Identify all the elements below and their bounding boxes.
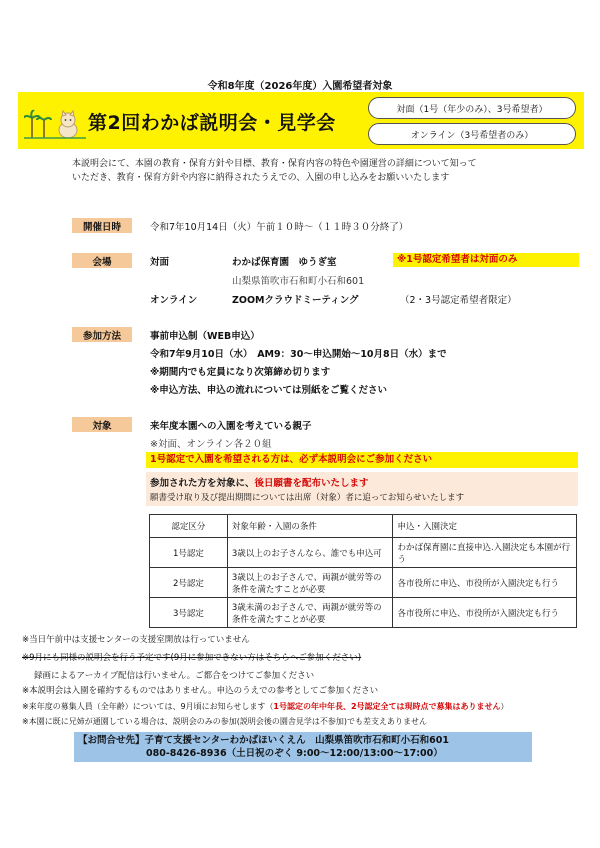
- table-header: 申込・入園決定: [393, 515, 577, 538]
- notice-text: 参加された方を対象に、: [150, 478, 255, 489]
- notice-emphasis: 後日願書を配布いたします: [254, 478, 369, 489]
- table-cell: 3歳以上のお子さんなら、誰でも申込可: [227, 538, 393, 568]
- table-header: 対象年齢・入園の条件: [227, 515, 393, 538]
- intro-text: [72, 157, 542, 185]
- contact-footer: [74, 732, 532, 762]
- online-note: （2・3号認定希望者限定）: [400, 295, 517, 306]
- method-line: 令和7年9月10日（水） AM9：30～申込開始～10月8日（水）まで: [150, 349, 447, 360]
- in-person-note: ※1号認定希望者は対面のみ: [393, 253, 579, 267]
- target-line: ※対面、オンライン各２０組: [150, 439, 272, 450]
- table-header-row: [150, 515, 577, 538]
- target-label: 対象: [72, 417, 132, 432]
- certification-table: [149, 514, 577, 628]
- target-highlight: 1号認定で入園を希望される方は、必ず本説明会にご参加ください: [146, 452, 578, 468]
- in-person-pill: 対面（1号（年少のみ）、3号希望者）: [368, 97, 576, 119]
- notice-text: 願書受け取り及び提出期間については出席（対象）者に追ってお知らせいたします: [150, 493, 465, 503]
- in-person-label: 対面: [150, 257, 170, 268]
- table-row: [150, 568, 577, 598]
- intro-line: いただき、教育・保育方針や内容に納得されたうえでの、入園の申し込みをお願いいたします: [72, 173, 450, 183]
- palm-tree-icon: [24, 111, 40, 138]
- mascot-illustration: [24, 108, 86, 140]
- table-cell: 3歳以上のお子さんで、両親が就労等の条件を満たすことが必要: [227, 568, 393, 598]
- date-label: 開催日時: [72, 218, 132, 233]
- target-line: 来年度本園への入園を考えている親子: [150, 421, 312, 432]
- page-title: 第2回わかば説明会・見学会: [88, 112, 336, 134]
- table-cell: 2号認定: [150, 568, 228, 598]
- note-emphasis: 1号認定の年中年長、2号認定全ては現時点で募集はありません: [273, 702, 501, 711]
- date-value: 令和7年10月14日（火）午前１０時～（１１時３０分終了）: [150, 222, 409, 233]
- palm-tree-icon: [37, 118, 51, 138]
- table-row: [150, 598, 577, 628]
- target-notice-box: [146, 472, 578, 506]
- note: 録画によるアーカイブ配信は行いません。ご都合をつけてご参加ください: [34, 671, 315, 681]
- in-person-place: わかば保育園 ゆうぎ室: [232, 257, 337, 268]
- note: ※本園に既に兄姉が通園している場合は、説明会のみの参加(説明会後の園舎見学は不参加)でも差支えありません: [22, 717, 427, 726]
- contact-line: 【お問合せ先】子育て支援センターわかばほいくえん 山梨県笛吹市石和町小石和601: [78, 735, 449, 746]
- note-text: ※来年度の募集人員（全年齢）については、9月頃にお知らせします（: [22, 702, 274, 711]
- contact-phone: 080-8426-8936（土日祝のぞく 9:00～12:00/13:00～17:00）: [146, 748, 443, 759]
- target-line: 令和8年度（2026年度）入園希望者対象: [207, 81, 393, 92]
- method-line: 事前申込制（WEB申込）: [150, 331, 260, 342]
- table-cell: 各市役所に申込、市役所が入園決定も行う: [393, 598, 577, 628]
- note-struck: ※9月にも同様の説明会を行う予定です(9月に参加できない方はそちらへご参加ください): [22, 653, 362, 663]
- table-header: 認定区分: [150, 515, 228, 538]
- note: ※本説明会は入園を確約するものではありません。申込のうえでの参考としてご参加ください: [22, 686, 379, 696]
- online-pill: オンライン（3号希望者のみ）: [368, 123, 576, 145]
- note: ※当日午前中は支援センターの支援室開放は行っていません: [22, 635, 250, 645]
- venue-label: 会場: [72, 253, 132, 268]
- method-label: 参加方法: [72, 327, 132, 342]
- table-cell: わかば保育園に直接申込.入園決定も本園が行う: [393, 538, 577, 568]
- intro-line: 本説明会にて、本園の教育・保育方針や目標、教育・保育内容の特色や園運営の詳細について知って: [72, 159, 477, 169]
- cat-mascot-icon: [59, 111, 77, 138]
- venue-address: 山梨県笛吹市石和町小石和601: [232, 276, 365, 287]
- table-cell: 3歳未満のお子さんで、両親が就労等の条件を満たすことが必要: [227, 598, 393, 628]
- note: [22, 701, 509, 712]
- table-cell: 3号認定: [150, 598, 228, 628]
- table-cell: 1号認定: [150, 538, 228, 568]
- note-text: ）: [500, 702, 509, 711]
- online-place: ZOOMクラウドミーティング: [232, 295, 359, 306]
- table-row: [150, 538, 577, 568]
- online-label: オンライン: [150, 295, 198, 306]
- method-line: ※申込方法、申込の流れについては別紙をご覧ください: [150, 385, 388, 396]
- method-line: ※期間内でも定員になり次第締め切ります: [150, 367, 331, 378]
- table-cell: 各市役所に申込、市役所が入園決定も行う: [393, 568, 577, 598]
